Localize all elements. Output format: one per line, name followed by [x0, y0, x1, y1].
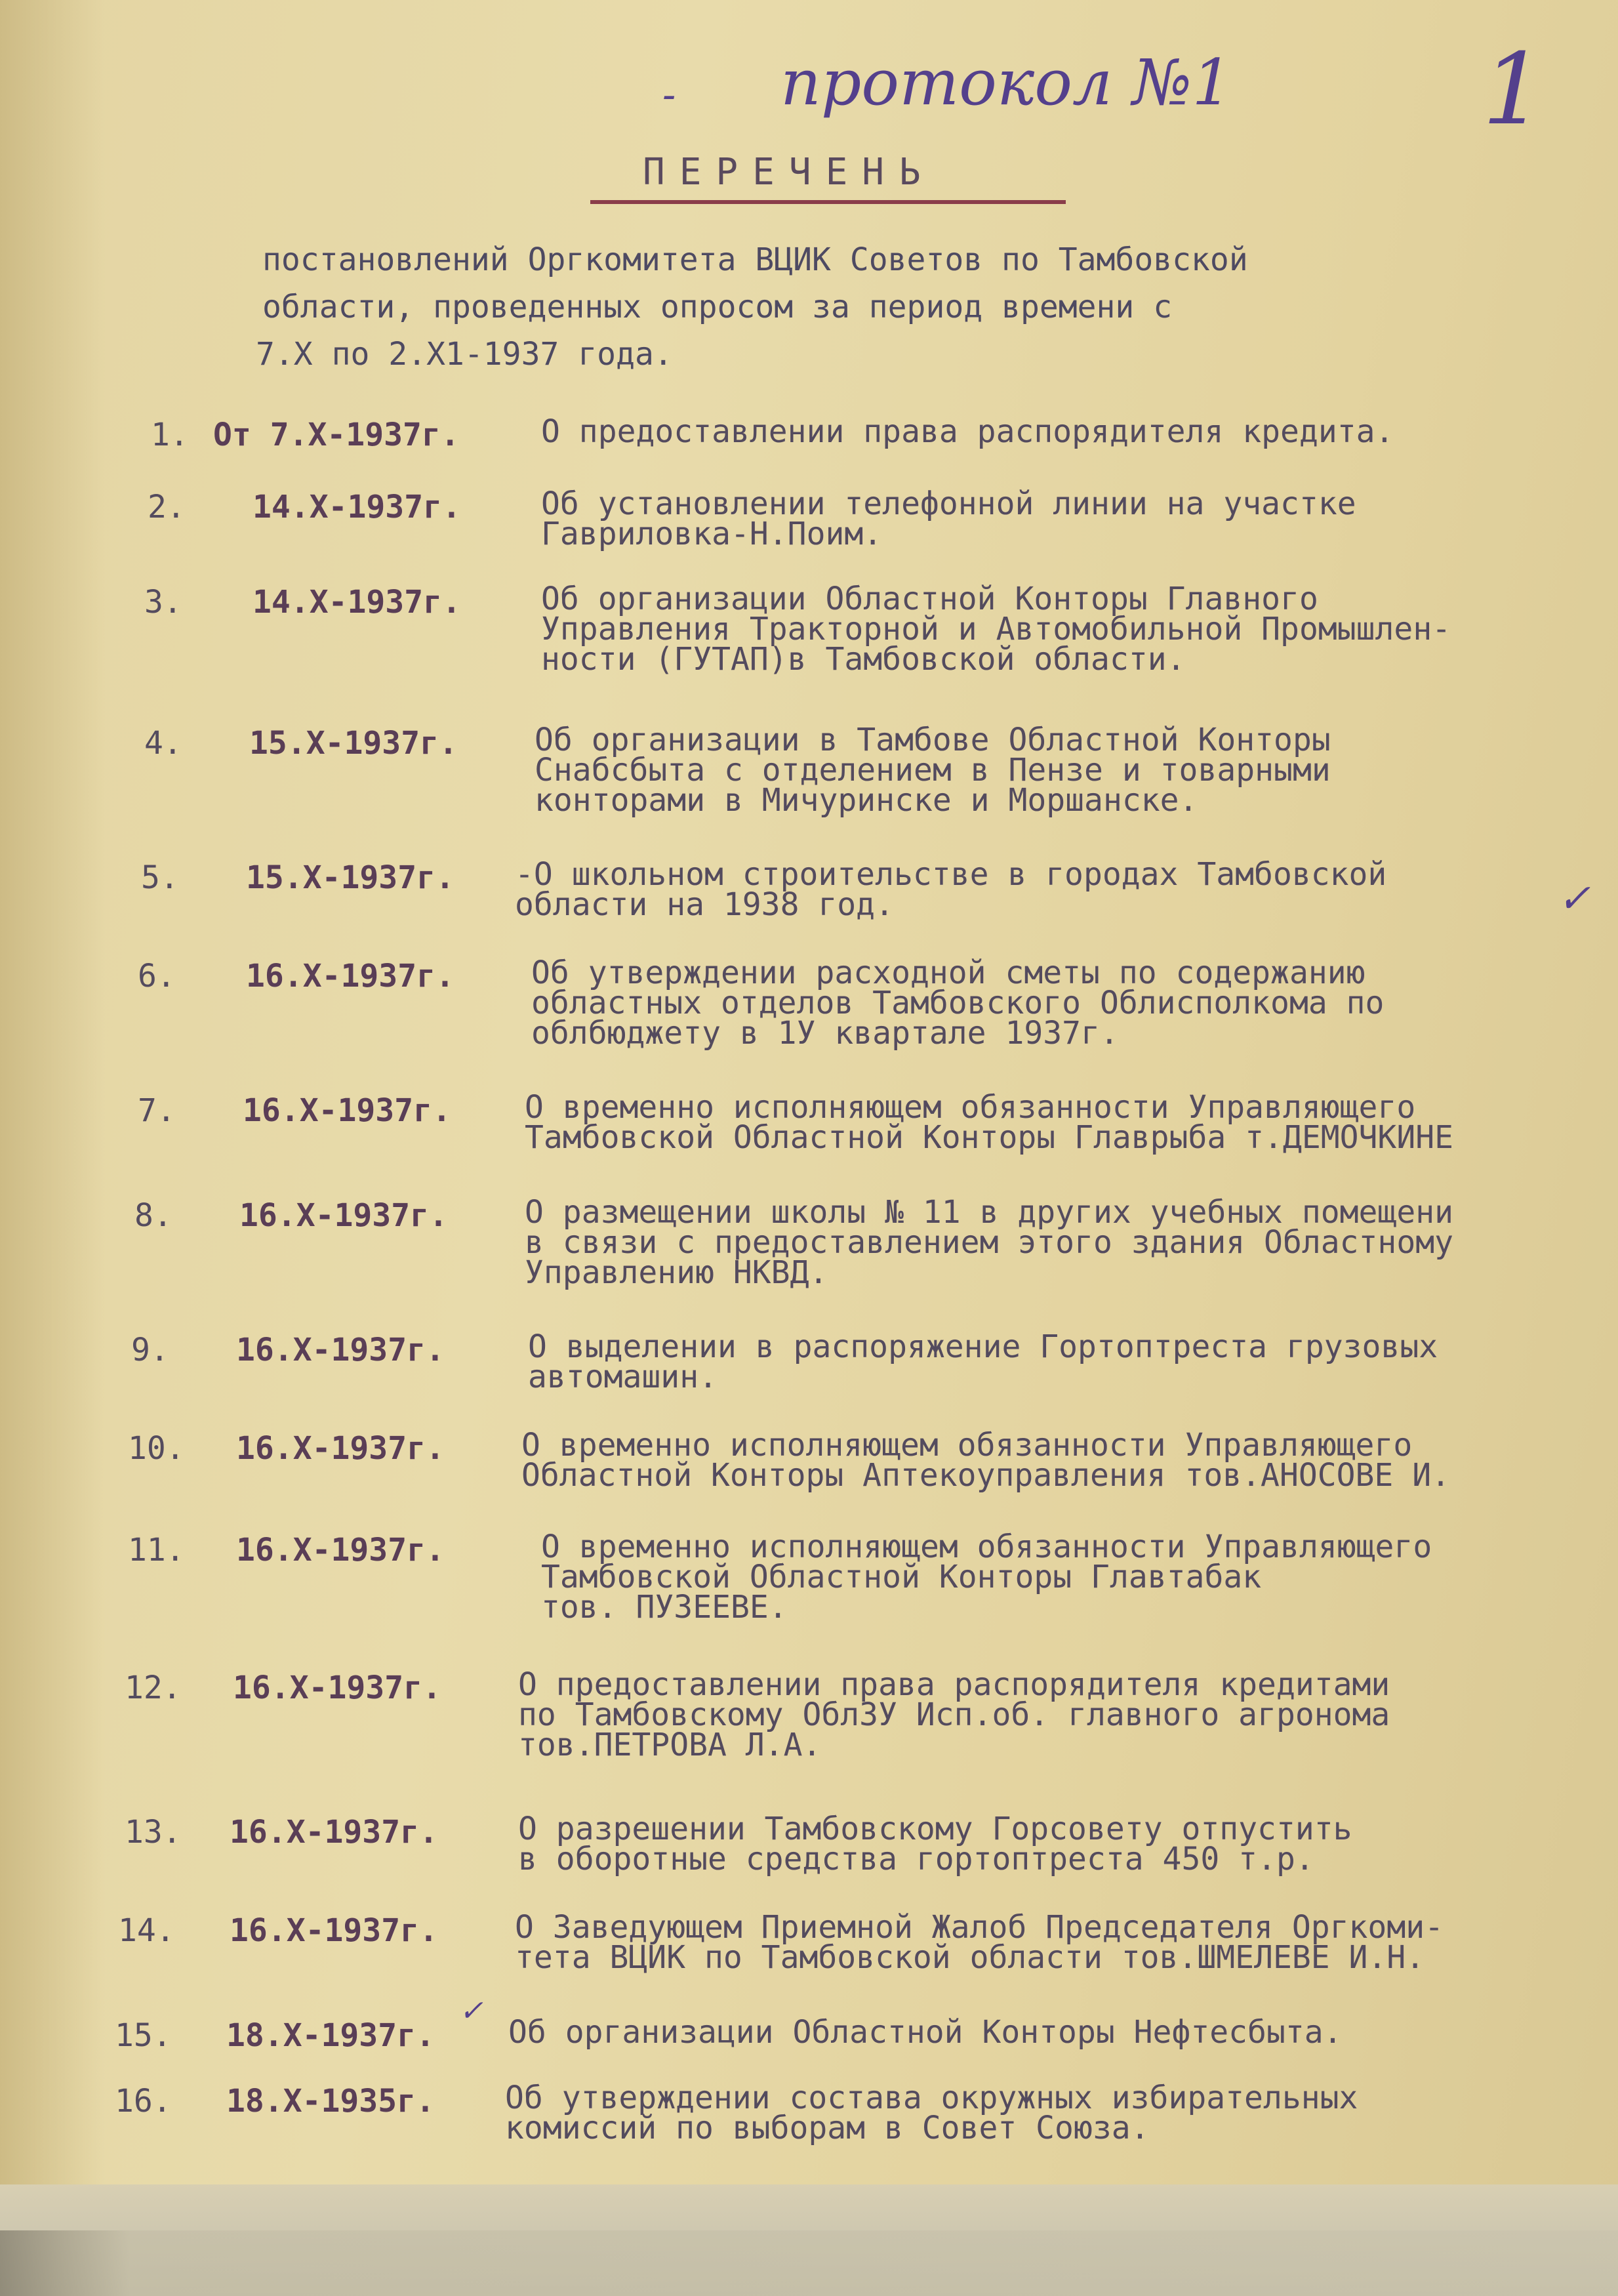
item-text	[541, 413, 1394, 450]
intro-line: 7.Х по 2.Х1-1937 года.	[256, 336, 673, 373]
item-line: комиссий по выборам в Совет Союза.	[505, 2110, 1150, 2146]
item-date: 14.Х-1937г.	[253, 584, 461, 621]
item-number: 10.	[128, 1430, 185, 1467]
item-line: Областной Конторы Аптекоуправления тов.АНОСОВЕ И.	[521, 1457, 1451, 1494]
item-text	[531, 954, 1385, 1052]
intro-line: постановлений Оргкомитета ВЦИК Советов по Тамбовской	[262, 241, 1248, 278]
item-line: ности (ГУТАП)в Тамбовской области.	[541, 641, 1186, 678]
item-line: областных отделов Тамбовского Облисполкома по	[531, 985, 1385, 1021]
item-number: 7.	[138, 1092, 176, 1129]
bottom-tape-shadow	[0, 2230, 1618, 2296]
item-text	[515, 856, 1387, 923]
item-text	[508, 2014, 1343, 2051]
heading-underline	[590, 200, 1066, 204]
item-number: 12.	[125, 1670, 182, 1706]
item-line: Об установлении телефонной линии на участке	[541, 485, 1356, 522]
item-line: О временно исполняющем обязанности Управляющего	[521, 1427, 1413, 1464]
item-text	[541, 581, 1451, 678]
item-line: тета ВЦИК по Тамбовской области тов.ШМЕЛЕВЕ И.Н.	[515, 1939, 1425, 1976]
item-line: О выделении в распоряжение Гортоптреста грузовых	[528, 1328, 1438, 1365]
item-text	[515, 1909, 1444, 1976]
item-line: Тамбовской Областной Конторы Главтабак	[541, 1559, 1262, 1595]
item-line: О предоставлении права распорядителя кредита.	[541, 413, 1394, 450]
item-text	[541, 1528, 1432, 1626]
item-text	[535, 722, 1331, 819]
item-line: автомашин.	[528, 1359, 718, 1395]
check-mark-icon: ✓	[1558, 876, 1591, 922]
item-line: О размещении школы № 11 в других учебных помещени	[525, 1194, 1454, 1231]
item-number: 3.	[144, 584, 182, 621]
item-line: Об утверждении состава окружных избирательных	[505, 2080, 1358, 2116]
item-text	[518, 1666, 1390, 1763]
item-date: 16.Х-1937г.	[230, 1912, 438, 1949]
handwritten-protocol-title: протокол №1	[780, 46, 1232, 119]
paper-edge-shadow	[0, 0, 105, 2296]
item-line: тов. ПУЗЕЕВЕ.	[541, 1589, 788, 1626]
handwritten-page-number: 1	[1482, 33, 1545, 147]
item-line: О временно исполняющем обязанности Управляющего	[525, 1089, 1416, 1126]
item-number: 16.	[115, 2083, 172, 2120]
item-number: 9.	[131, 1332, 169, 1368]
item-number: 11.	[128, 1532, 185, 1568]
item-line: Об утверждении расходной сметы по содержанию	[531, 954, 1365, 991]
item-date: 16.Х-1937г.	[230, 1814, 438, 1851]
item-line: тов.ПЕТРОВА Л.А.	[518, 1727, 822, 1763]
item-text	[518, 1811, 1352, 1877]
item-line: Снабсбыта с отделением в Пензе и товарными	[535, 752, 1331, 789]
item-line: О предоставлении права распорядителя кредитами	[518, 1666, 1390, 1703]
item-number: 1.	[151, 417, 189, 453]
document-heading: ПЕРЕЧЕНЬ	[643, 151, 935, 194]
item-line: области на 1938 год.	[515, 886, 894, 923]
item-line: Управлению НКВД.	[525, 1254, 828, 1291]
item-number: 2.	[148, 489, 186, 525]
item-date: От 7.Х-1937г.	[213, 417, 460, 453]
item-text	[505, 2080, 1358, 2146]
item-line: конторами в Мичуринске и Моршанске.	[535, 782, 1198, 819]
item-date: 18.Х-1935г.	[226, 2083, 435, 2120]
item-date: 15.Х-1937г.	[246, 859, 455, 896]
item-date: 16.Х-1937г.	[236, 1532, 445, 1568]
item-number: 4.	[144, 725, 182, 762]
item-number: 8.	[134, 1197, 172, 1234]
item-line: Гавриловка-Н.Поим.	[541, 516, 883, 552]
item-date: 16.Х-1937г.	[236, 1430, 445, 1467]
item-line: О временно исполняющем обязанности Управляющего	[541, 1528, 1432, 1565]
item-text	[528, 1328, 1438, 1395]
item-number: 6.	[138, 958, 176, 994]
item-date: 16.Х-1937г.	[243, 1092, 451, 1129]
item-date: 16.Х-1937г.	[236, 1332, 445, 1368]
item-line: Тамбовской Областной Конторы Главрыба т.ДЕМОЧКИНЕ	[525, 1119, 1454, 1156]
item-line: Об организации в Тамбове Областной Конторы	[535, 722, 1331, 758]
item-date: 16.Х-1937г.	[233, 1670, 441, 1706]
item-text	[525, 1089, 1454, 1156]
item-text	[521, 1427, 1451, 1494]
item-line: по Тамбовскому ОблЗУ Исп.об. главного агронома	[518, 1696, 1390, 1733]
item-line: О разрешении Тамбовскому Горсовету отпустить	[518, 1811, 1352, 1847]
item-text	[525, 1194, 1454, 1291]
intro-line: области, проведенных опросом за период времени с	[262, 289, 1173, 325]
item-line: -О школьном строительстве в городах Тамбовской	[515, 856, 1387, 893]
item-date: 14.Х-1937г.	[253, 489, 461, 525]
check-mark-icon: ✓	[459, 1994, 483, 2028]
item-line: Об организации Областной Конторы Нефтесбыта.	[508, 2014, 1343, 2051]
item-number: 5.	[141, 859, 179, 896]
item-number: 14.	[118, 1912, 175, 1949]
item-line: в связи с предоставлением этого здания Областному	[525, 1224, 1454, 1261]
item-line: Управления Тракторной и Автомобильной Промышлен-	[541, 611, 1451, 647]
item-date: 16.Х-1937г.	[239, 1197, 448, 1234]
item-line: Об организации Областной Конторы Главного	[541, 581, 1318, 617]
item-number: 13.	[125, 1814, 182, 1851]
handwritten-dash: -	[662, 72, 676, 118]
item-line: в оборотные средства гортоптреста 450 т.р.	[518, 1841, 1314, 1877]
item-date: 16.Х-1937г.	[246, 958, 455, 994]
intro-paragraph	[256, 236, 1508, 378]
item-line: облбюджету в 1У квартале 1937г.	[531, 1015, 1119, 1052]
item-date: 15.Х-1937г.	[249, 725, 458, 762]
item-text	[541, 485, 1356, 552]
item-number: 15.	[115, 2017, 172, 2054]
item-date: 18.Х-1937г.	[226, 2017, 435, 2054]
item-line: О Заведующем Приемной Жалоб Председателя Оргкоми-	[515, 1909, 1444, 1946]
